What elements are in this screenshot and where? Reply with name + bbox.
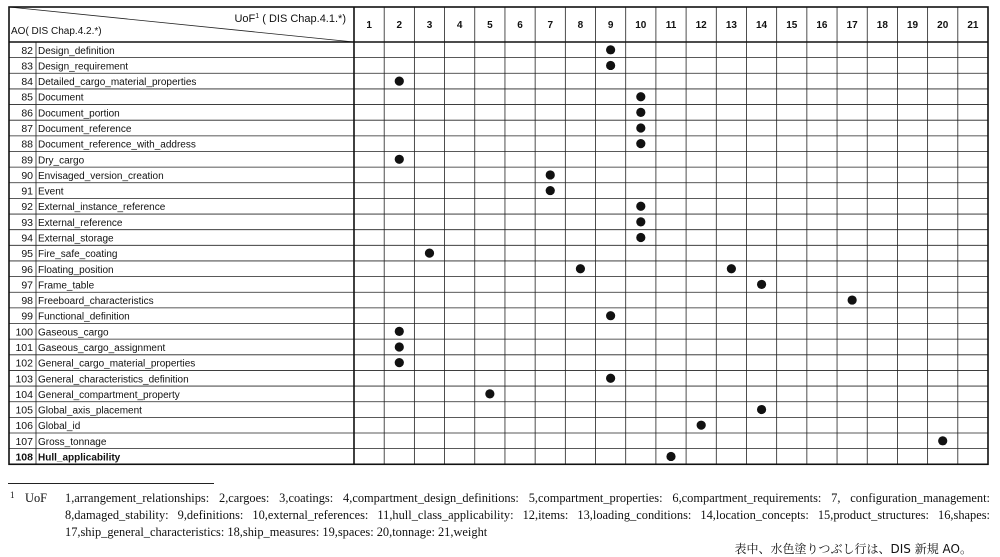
row-label: Document_portion: [38, 108, 120, 120]
footnote-separator: [8, 483, 214, 484]
applicability-dot: [666, 452, 675, 461]
applicability-dot: [727, 264, 736, 273]
footnote-label: UoF: [25, 491, 48, 505]
row-label: Gaseous_cargo_assignment: [38, 342, 166, 354]
row-number: 97: [21, 279, 33, 292]
applicability-dot: [636, 92, 645, 101]
row-number: 108: [15, 451, 33, 464]
applicability-dot: [606, 311, 615, 320]
applicability-dot: [425, 249, 434, 258]
applicability-dot: [395, 77, 404, 86]
column-number: 14: [756, 20, 768, 31]
applicability-dot: [395, 155, 404, 164]
applicability-dot: [606, 374, 615, 383]
row-number: 92: [21, 201, 33, 214]
applicability-dot: [395, 342, 404, 351]
column-number: 6: [517, 20, 523, 31]
row-number: 83: [21, 60, 33, 73]
row-label: General_cargo_material_properties: [38, 358, 196, 370]
row-number: 87: [21, 123, 33, 136]
column-number: 3: [426, 20, 433, 31]
row-number: 85: [21, 91, 33, 104]
row-label: Frame_table: [38, 280, 95, 292]
row-label: Floating_position: [38, 264, 114, 276]
applicability-dot: [606, 45, 615, 54]
row-label: Hull_applicability: [38, 452, 121, 464]
applicability-dot: [757, 280, 766, 289]
applicability-dot: [546, 186, 555, 195]
column-number: 19: [906, 20, 919, 31]
row-label: Document: [38, 92, 84, 104]
column-number: 16: [816, 20, 828, 31]
row-number: 104: [15, 388, 33, 401]
applicability-dot: [757, 405, 766, 414]
row-label: Envisaged_version_creation: [38, 170, 164, 182]
applicability-dot: [697, 421, 706, 430]
column-number: 18: [876, 20, 888, 31]
legend-note: 表中、水色塗りつぶし行は、DIS 新規 AO。: [734, 542, 972, 556]
column-number: 8: [577, 20, 584, 31]
applicability-dot: [485, 389, 494, 398]
applicability-dot: [636, 233, 645, 242]
column-number: 10: [635, 20, 647, 31]
column-number: 9: [607, 20, 614, 31]
ao-header: AO( DIS Chap.4.2.*): [11, 26, 102, 37]
row-label: General_compartment_property: [38, 389, 180, 401]
applicability-dot: [938, 436, 947, 445]
row-label: Global_axis_placement: [38, 405, 142, 417]
applicability-dot: [395, 327, 404, 336]
uof-header: UoF$^1$ ( DIS Chap.4.1.*): [234, 13, 346, 25]
column-number: 17: [846, 20, 858, 31]
row-number: 106: [15, 420, 33, 433]
row-label: Gaseous_cargo: [38, 327, 109, 339]
column-number: 13: [725, 20, 737, 31]
row-number: 103: [15, 373, 33, 386]
row-label: Design_definition: [38, 45, 115, 57]
row-number: 105: [15, 404, 33, 417]
applicability-dot: [636, 217, 645, 226]
column-number: 15: [786, 20, 798, 31]
row-number: 90: [21, 169, 33, 182]
row-label: Document_reference: [38, 124, 132, 136]
row-label: Design_requirement: [38, 61, 129, 73]
row-number: 86: [21, 107, 33, 120]
row-number: 93: [21, 216, 33, 229]
applicability-dot: [636, 202, 645, 211]
row-label: Detailed_cargo_material_properties: [38, 77, 197, 89]
row-label: Functional_definition: [38, 311, 130, 323]
row-label: Dry_cargo: [38, 155, 85, 167]
applicability-dot: [636, 108, 645, 117]
row-label: Event: [38, 186, 64, 198]
row-number: 88: [21, 138, 33, 151]
column-number: 2: [396, 20, 403, 31]
row-label: Document_reference_with_address: [38, 139, 196, 151]
row-number: 89: [21, 154, 33, 167]
applicability-dot: [848, 295, 857, 304]
column-number: 7: [547, 20, 554, 31]
applicability-dot: [636, 123, 645, 132]
column-number: 4: [456, 20, 463, 31]
row-number: 94: [21, 232, 33, 245]
row-number: 101: [15, 341, 33, 354]
row-number: 102: [15, 357, 33, 370]
column-number: 11: [665, 20, 677, 31]
row-number: 100: [15, 326, 33, 339]
row-label: External_reference: [38, 217, 123, 229]
row-number: 107: [15, 435, 33, 448]
applicability-dot: [606, 61, 615, 70]
column-number: 5: [487, 20, 493, 31]
column-number: 20: [937, 20, 949, 31]
applicability-dot: [395, 358, 404, 367]
footnote-text: 1,arrangement_relationships: 2,cargoes: 3,coatings: 4,compartment_design_definitions: 5,compartment_properties: 6,compartment_requirements: 7, configuration_management: 8,damaged_stability: 9,definitions: 10,external_references: 11,hull_class_applicability: 12,items: 13,loading_conditions: 14,location_concepts: 15,product_structures: 16,shapes: 17,ship_general_characteristics: 18,ship_measures: 19,spaces: 20,tonnage: 21,weight: [65, 491, 990, 539]
row-number: 84: [21, 76, 33, 89]
row-number: 82: [21, 44, 33, 57]
applicability-dot: [636, 139, 645, 148]
row-label: Freeboard_characteristics: [38, 296, 154, 308]
row-label: General_characteristics_definition: [38, 374, 189, 386]
row-label: External_instance_reference: [38, 202, 166, 214]
row-label: Global_id: [38, 421, 81, 433]
row-number: 99: [21, 310, 33, 323]
row-number: 91: [21, 185, 33, 198]
applicability-dot: [576, 264, 585, 273]
row-number: 98: [21, 295, 33, 308]
applicability-dot: [546, 170, 555, 179]
row-number: 96: [21, 263, 33, 276]
column-number: 12: [695, 20, 707, 31]
footnote-marker: 1: [10, 490, 15, 500]
row-label: Fire_safe_coating: [38, 249, 118, 261]
row-label: Gross_tonnage: [38, 436, 107, 448]
column-number: 21: [967, 20, 979, 31]
row-label: External_storage: [38, 233, 114, 245]
row-number: 95: [21, 248, 33, 261]
column-number: 1: [366, 20, 372, 31]
